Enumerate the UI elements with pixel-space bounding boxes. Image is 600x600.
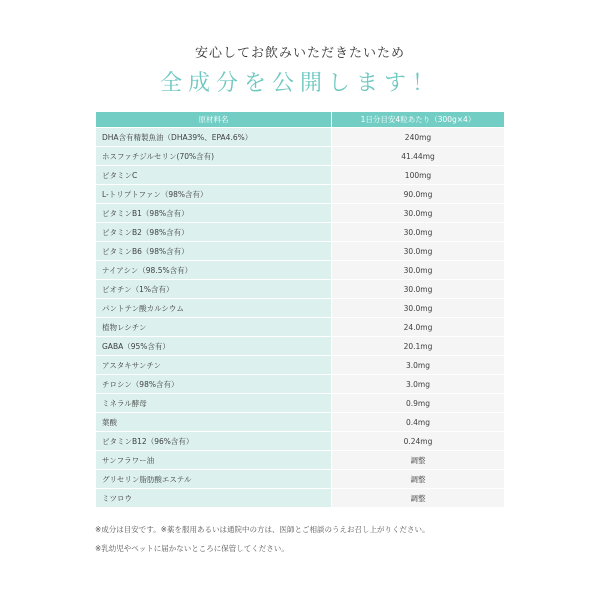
ingredient-amount: 30.0mg <box>332 299 505 318</box>
ingredient-name: ビタミンB6（98%含有） <box>96 242 332 261</box>
ingredient-name: ビオチン（1%含有） <box>96 280 332 299</box>
note-line: ※成分は目安です。※薬を服用あるいは通院中の方は、医師とご相談のうえお召し上がりください。 <box>95 525 430 534</box>
ingredient-amount: 0.4mg <box>332 413 505 432</box>
heading-subtitle: 安心してお飲みいただきたいため <box>194 46 405 61</box>
ingredient-amount: 3.0mg <box>332 375 505 394</box>
ingredient-name: L-トリプトファン（98%含有） <box>96 185 332 204</box>
column-header-ingredient: 原材料名 <box>96 112 332 128</box>
table-row <box>96 128 505 147</box>
column-header-amount: 1日分目安4粒あたり（300g×4） <box>332 112 505 128</box>
table-row <box>96 280 505 299</box>
ingredient-amount: 24.0mg <box>332 318 505 337</box>
ingredient-name: ミネラル酵母 <box>96 394 332 413</box>
table-header <box>96 112 505 128</box>
ingredient-name: ナイアシン（98.5%含有） <box>96 261 332 280</box>
note-line: ※乳幼児やペットに届かないところに保管してください。 <box>95 544 289 553</box>
ingredient-name: ミツロウ <box>96 489 332 508</box>
table-row <box>96 394 505 413</box>
ingredient-name: アスタキサンチン <box>96 356 332 375</box>
table-header-row <box>96 112 505 128</box>
table-row <box>96 375 505 394</box>
ingredient-name: ホスファチジルセリン(70%含有) <box>96 147 332 166</box>
table-row <box>96 318 505 337</box>
table-row <box>96 470 505 489</box>
ingredient-name: GABA（95%含有） <box>96 337 332 356</box>
ingredient-amount: 30.0mg <box>332 261 505 280</box>
table-row <box>96 223 505 242</box>
ingredient-amount: 30.0mg <box>332 223 505 242</box>
ingredient-name: 植物レシチン <box>96 318 332 337</box>
table-body <box>96 128 505 508</box>
table-row <box>96 451 505 470</box>
notes <box>95 520 515 558</box>
ingredient-amount: 100mg <box>332 166 505 185</box>
ingredient-name: パントテン酸カルシウム <box>96 299 332 318</box>
ingredient-name: ビタミンC <box>96 166 332 185</box>
heading-title: 全成分を公開します！ <box>159 71 440 96</box>
ingredient-name: DHA含有精製魚油（DHA39%、EPA4.6%） <box>96 128 332 147</box>
ingredient-name: グリセリン脂肪酸エステル <box>96 470 332 489</box>
ingredient-amount: 41.44mg <box>332 147 505 166</box>
ingredient-amount: 30.0mg <box>332 242 505 261</box>
table-row <box>96 299 505 318</box>
table-row <box>96 432 505 451</box>
ingredient-amount: 90.0mg <box>332 185 505 204</box>
table-row <box>96 337 505 356</box>
ingredient-name: チロシン（98%含有） <box>96 375 332 394</box>
ingredient-name: ビタミンB12（96%含有） <box>96 432 332 451</box>
ingredient-amount: 調整 <box>332 451 505 470</box>
table-row <box>96 185 505 204</box>
ingredient-amount: 240mg <box>332 128 505 147</box>
ingredient-amount: 0.24mg <box>332 432 505 451</box>
ingredient-name: サンフラワー油 <box>96 451 332 470</box>
table-row <box>96 356 505 375</box>
table-row <box>96 166 505 185</box>
ingredient-amount: 調整 <box>332 470 505 489</box>
ingredients-table <box>95 111 505 508</box>
ingredient-name: 葉酸 <box>96 413 332 432</box>
ingredient-amount: 30.0mg <box>332 280 505 299</box>
table-row <box>96 242 505 261</box>
table-row <box>96 147 505 166</box>
ingredient-amount: 30.0mg <box>332 204 505 223</box>
ingredient-amount: 3.0mg <box>332 356 505 375</box>
table-row <box>96 204 505 223</box>
table-row <box>96 489 505 508</box>
ingredient-name: ビタミンB2（98%含有） <box>96 223 332 242</box>
table-row <box>96 261 505 280</box>
ingredient-amount: 20.1mg <box>332 337 505 356</box>
table-row <box>96 413 505 432</box>
ingredient-amount: 0.9mg <box>332 394 505 413</box>
ingredient-name: ビタミンB1（98%含有） <box>96 204 332 223</box>
ingredient-amount: 調整 <box>332 489 505 508</box>
